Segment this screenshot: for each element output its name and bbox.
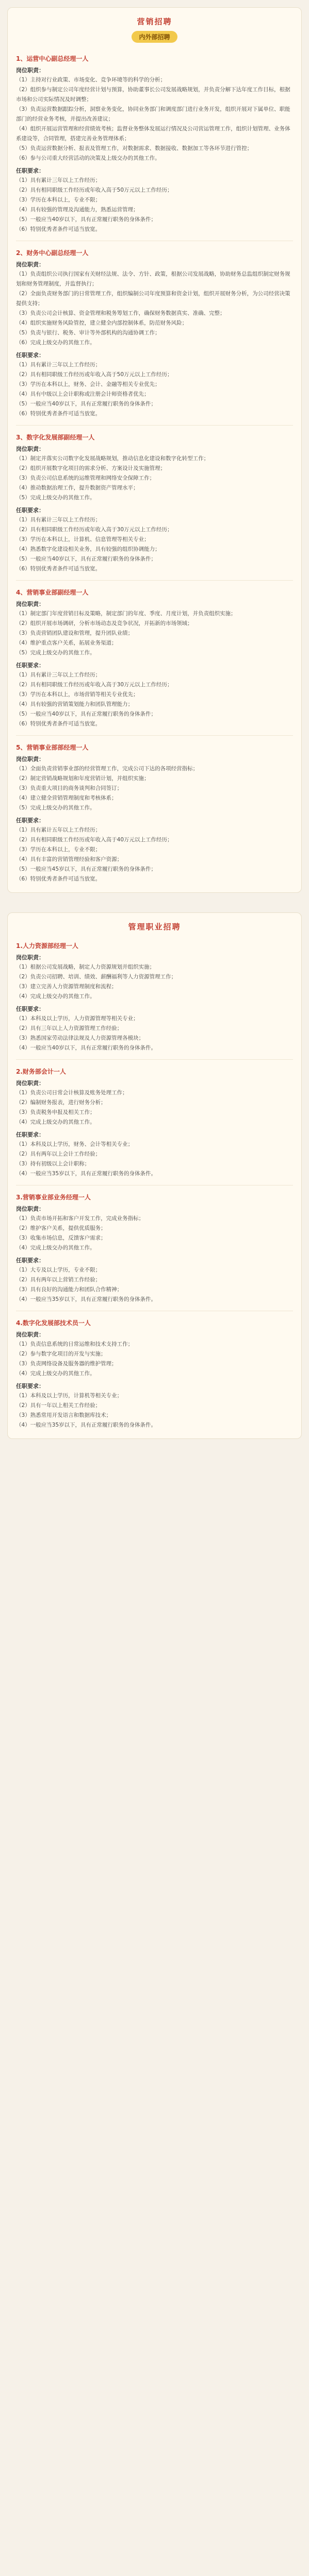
recruitment-page bbox=[0, 7, 309, 1460]
requirement-line: （3）负责公司会计核算、资金管理和税务筹划工作，确保财务数据真实、准确、完整； bbox=[16, 310, 225, 316]
section-marketing-recruitment bbox=[7, 7, 302, 893]
requirement-line: （2）具有两年以上会计工作经验； bbox=[16, 1151, 101, 1157]
requirement-line: （1）大专及以上学历，专业不限； bbox=[16, 1267, 101, 1273]
job-title: 4、营销事业部副经理一人 bbox=[16, 589, 89, 596]
requirement-line: （1）具有累计三年以上工作经历； bbox=[16, 362, 101, 368]
block-heading: 任职要求： bbox=[16, 352, 44, 359]
block-heading: 岗位职责： bbox=[16, 261, 44, 268]
requirement-line: （5）一般应当40岁以下，具有正常履行职务的身体条件； bbox=[16, 556, 157, 562]
block-heading: 任职要求： bbox=[16, 507, 44, 514]
block-heading: 岗位职责： bbox=[16, 446, 44, 452]
job-list bbox=[8, 47, 301, 885]
requirement-line: （2）组织参与制定公司年度经营计划与预算，协助董事长公司发展战略规划，并负责分解下达年度工作目标，根据市场和公司实际情况及时调整； bbox=[16, 87, 290, 103]
requirement-line: （2）具有相同职级工作经历或年收入高于50万元以上工作经历； bbox=[16, 187, 173, 193]
requirement-line: （4）一般应当40岁以下，具有正常履行职务的身体条件。 bbox=[16, 1045, 157, 1051]
requirement-line: （6）特别优秀者条件可适当放宽。 bbox=[16, 721, 101, 727]
requirement-line: （4）维护重点客户关系，拓展业务渠道； bbox=[16, 640, 117, 646]
requirement-line: （1）负责组织公司执行国家有关财经法规、法令、方针、政策，根据公司发展战略，协助财务总监组织制定财务规划和财务管理制度，并监督执行； bbox=[16, 271, 290, 287]
requirement-line: （4）具有中级以上会计职称或注册会计师资格者优先； bbox=[16, 391, 150, 397]
requirement-line: （3）学历在本科以上，专业不限； bbox=[16, 846, 101, 853]
requirement-line: （3）学历在本科以上，财务、会计、金融等相关专业优先； bbox=[16, 381, 160, 387]
requirement-line: （5）一般应当45岁以下，具有正常履行职务的身体条件； bbox=[16, 866, 157, 872]
requirement-line: （5）一般应当40岁以下，具有正常履行职务的身体条件； bbox=[16, 401, 157, 407]
job-title: 2.财务部会计一人 bbox=[16, 1068, 66, 1075]
requirement-line: （2）全面负责财务部门的日常管理工作，组织编制公司年度预算和资金计划，组织开展财务分析，为公司经营决策提供支持； bbox=[16, 291, 290, 307]
requirement-line: （1）本科及以上学历，计算机等相关专业； bbox=[16, 1393, 123, 1399]
section-management-recruitment bbox=[7, 912, 302, 1439]
section-title: 管理职业招聘 bbox=[128, 922, 181, 931]
block-heading: 岗位职责： bbox=[16, 954, 44, 961]
requirement-line: （5）负责与银行、税务、审计等外部机构的沟通协调工作； bbox=[16, 330, 160, 336]
job-title: 1.人力资源部经理一人 bbox=[16, 942, 78, 950]
requirement-line: （5）完成上级交办的其他工作。 bbox=[16, 495, 95, 501]
block-heading: 岗位职责： bbox=[16, 1331, 44, 1338]
block-heading: 岗位职责： bbox=[16, 67, 44, 74]
job-posting bbox=[8, 241, 301, 420]
requirement-line: （1）根据公司发展战略，制定人力资源规划并组织实施； bbox=[16, 964, 155, 970]
section-tag: 内外部招聘 bbox=[132, 31, 177, 43]
requirement-line: （4）建立健全营销管理制度和考核体系； bbox=[16, 795, 117, 801]
requirement-line: （3）负责运营数据跟踪分析，洞察业务变化，协同业务部门和调度部门进行业务开发，组织开展对下属单位、职能部门的经营业务考核，并提出改善建议； bbox=[16, 106, 290, 122]
requirement-line: （5）一般应当40岁以下，具有正常履行职务的身体条件； bbox=[16, 216, 157, 223]
requirement-line: （5）一般应当40岁以下，具有正常履行职务的身体条件； bbox=[16, 711, 157, 717]
job-posting bbox=[8, 581, 301, 730]
job-title: 2、财务中心副总经理一人 bbox=[16, 249, 89, 257]
requirement-line: （3）学历在本科以上，专业不限； bbox=[16, 197, 101, 203]
requirement-line: （3）学历在本科以上，计算机、信息管理等相关专业； bbox=[16, 536, 150, 543]
job-posting bbox=[8, 1185, 301, 1306]
requirement-line: （2）组织开展市场调研，分析市场动态及竞争状况，开拓新的市场领域； bbox=[16, 620, 193, 626]
requirement-line: （4）组织开展运营管理和经营绩效考核；监督业务整体发展运行情况及公司营运管理工作，组织计划管理、业务体系建设等，合同管理，搭建完善业务管理体系； bbox=[16, 126, 290, 142]
requirement-line: （2）具有相同职级工作经历或年收入高于40万元以上工作经历； bbox=[16, 837, 173, 843]
job-title: 3、数字化发展部副经理一人 bbox=[16, 434, 95, 441]
requirement-line: （1）具有累计五年以上工作经历； bbox=[16, 827, 101, 833]
block-heading: 岗位职责： bbox=[16, 1206, 44, 1212]
requirement-line: （1）本科及以上学历，人力资源管理等相关专业； bbox=[16, 1015, 139, 1022]
job-posting bbox=[8, 426, 301, 575]
requirement-line: （6）特别优秀者条件可适当放宽。 bbox=[16, 411, 101, 417]
requirement-line: （3）具有良好的沟通能力和团队合作精神； bbox=[16, 1286, 123, 1293]
requirement-line: （2）编制财务报表，进行财务分析； bbox=[16, 1099, 106, 1106]
requirement-line: （2）具有相同职级工作经历或年收入高于30万元以上工作经历； bbox=[16, 527, 173, 533]
job-posting bbox=[8, 934, 301, 1054]
job-list bbox=[8, 934, 301, 1431]
requirement-line: （2）具有相同职级工作经历或年收入高于30万元以上工作经历； bbox=[16, 682, 173, 688]
job-title: 5、营销事业部部经理一人 bbox=[16, 744, 89, 751]
requirement-line: （5）完成上级交办的其他工作。 bbox=[16, 805, 95, 811]
requirement-line: （4）具有较强的管理及沟通能力，熟悉运营管理； bbox=[16, 207, 139, 213]
requirement-line: （6）完成上级交办的其他工作。 bbox=[16, 340, 95, 346]
job-posting bbox=[8, 1060, 301, 1180]
block-heading: 任职要求： bbox=[16, 1006, 44, 1012]
requirement-line: （2）具有两年以上营销工作经验； bbox=[16, 1277, 101, 1283]
requirement-line: （4）一般应当35岁以下，具有正常履行职务的身体条件。 bbox=[16, 1171, 157, 1177]
requirement-line: （3）负责重大项目的商务谈判和合同签订； bbox=[16, 785, 123, 791]
block-heading: 任职要求： bbox=[16, 817, 44, 824]
requirement-line: （2）组织开展数字化项目的需求分析、方案设计及实施管理； bbox=[16, 465, 166, 471]
requirement-line: （5）负责运营数据分析、报表及管理工作，对数据需求、数据接收、数据加工等各环节进行管控； bbox=[16, 145, 253, 151]
requirement-line: （1）负责市场开拓和客户开发工作，完成业务指标； bbox=[16, 1215, 144, 1222]
requirement-line: （4）一般应当35岁以下，具有正常履行职务的身体条件。 bbox=[16, 1296, 157, 1302]
block-heading: 任职要求： bbox=[16, 1257, 44, 1264]
section-gap bbox=[0, 893, 309, 905]
requirement-line: （1）具有累计三年以上工作经历； bbox=[16, 672, 101, 678]
requirement-line: （3）负责公司信息系统的运维管理和网络安全保障工作； bbox=[16, 475, 155, 481]
requirement-line: （1）具有累计三年以上工作经历； bbox=[16, 177, 101, 183]
job-posting bbox=[8, 1311, 301, 1431]
requirement-line: （4）组织实施财务风险管控，建立健全内部控制体系，防范财务风险； bbox=[16, 320, 188, 326]
requirement-line: （6）参与公司重大经营活动的决策及上级交办的其他工作。 bbox=[16, 155, 160, 161]
job-posting bbox=[8, 736, 301, 885]
requirement-line: （4）完成上级交办的其他工作。 bbox=[16, 1370, 95, 1377]
requirement-line: （1）制定部门年度营销目标及策略，制定部门的年度、季度、月度计划，并负责组织实施； bbox=[16, 611, 236, 617]
requirement-line: （3）负责网络设备及服务器的维护管理； bbox=[16, 1361, 117, 1367]
requirement-line: （4）完成上级交办的其他工作。 bbox=[16, 1245, 95, 1251]
requirement-line: （2）具有一年以上相关工作经验； bbox=[16, 1402, 101, 1409]
block-heading: 任职要求： bbox=[16, 1383, 44, 1389]
requirement-line: （4）具有较强的营销策划能力和团队管理能力； bbox=[16, 701, 134, 707]
job-title: 4.数字化发展部技术员一人 bbox=[16, 1319, 91, 1327]
requirement-line: （2）具有相同职级工作经历或年收入高于50万元以上工作经历； bbox=[16, 371, 173, 378]
requirement-line: （1）本科及以上学历，财务、会计等相关专业； bbox=[16, 1141, 134, 1147]
requirement-line: （4）熟悉数字化建设相关业务，具有较强的组织协调能力； bbox=[16, 546, 160, 552]
section-tag-wrap bbox=[8, 29, 301, 47]
requirement-line: （6）特别优秀者条件可适当放宽。 bbox=[16, 226, 101, 232]
requirement-line: （4）一般应当35岁以下，具有正常履行职务的身体条件。 bbox=[16, 1422, 157, 1428]
requirement-line: （1）负责公司日常会计核算及账务处理工作； bbox=[16, 1090, 128, 1096]
block-heading: 岗位职责： bbox=[16, 756, 44, 762]
requirement-line: （1）主持对行业政策、市场变化、竞争环境等的科学的分析； bbox=[16, 77, 166, 83]
job-posting bbox=[8, 47, 301, 235]
requirement-line: （6）特别优秀者条件可适当放宽。 bbox=[16, 566, 101, 572]
requirement-line: （3）熟悉常用开发语言和数据库技术； bbox=[16, 1412, 112, 1418]
requirement-line: （1）全面负责营销事业部的经营管理工作，完成公司下达的各项经营指标； bbox=[16, 766, 199, 772]
requirement-line: （6）特别优秀者条件可适当放宽。 bbox=[16, 876, 101, 882]
block-heading: 岗位职责： bbox=[16, 601, 44, 607]
requirement-line: （2）制定营销战略规划和年度营销计划，并组织实施； bbox=[16, 775, 150, 782]
requirement-line: （3）建立完善人力资源管理制度和流程； bbox=[16, 984, 117, 990]
requirement-line: （3）学历在本科以上，市场营销等相关专业优先； bbox=[16, 691, 139, 698]
requirement-line: （3）负责税务申报及相关工作； bbox=[16, 1109, 95, 1115]
requirement-line: （5）完成上级交办的其他工作。 bbox=[16, 650, 95, 656]
section-title: 营销招聘 bbox=[137, 17, 172, 26]
requirement-line: （1）负责信息系统的日常运维和技术支持工作； bbox=[16, 1341, 134, 1347]
block-heading: 岗位职责： bbox=[16, 1080, 44, 1087]
requirement-line: （1）制定并落实公司数字化发展战略规划，推动信息化建设和数字化转型工作； bbox=[16, 455, 209, 462]
requirement-line: （4）完成上级交办的其他工作。 bbox=[16, 1119, 95, 1125]
requirement-line: （2）维护客户关系，提供优质服务； bbox=[16, 1225, 106, 1231]
requirement-line: （2）负责公司招聘、培训、绩效、薪酬福利等人力资源管理工作； bbox=[16, 974, 177, 980]
requirement-line: （3）熟悉国家劳动法律法规及人力资源管理各模块； bbox=[16, 1035, 144, 1041]
requirement-line: （4）完成上级交办的其他工作。 bbox=[16, 993, 95, 999]
block-heading: 任职要求： bbox=[16, 1131, 44, 1138]
requirement-line: （2）具有三年以上人力资源管理工作经验； bbox=[16, 1025, 123, 1031]
block-heading: 任职要求： bbox=[16, 662, 44, 669]
requirement-line: （4）推动数据治理工作，提升数据资产管理水平； bbox=[16, 485, 139, 491]
requirement-line: （3）持有初级以上会计职称； bbox=[16, 1161, 90, 1167]
requirement-line: （4）具有丰富的营销管理经验和客户资源； bbox=[16, 856, 123, 862]
job-title: 3.营销事业部业务经理一人 bbox=[16, 1194, 91, 1201]
requirement-line: （3）收集市场信息，反馈客户需求； bbox=[16, 1235, 106, 1241]
requirement-line: （3）负责营销团队建设和管理，提升团队业绩； bbox=[16, 630, 134, 636]
requirement-line: （1）具有累计三年以上工作经历； bbox=[16, 517, 101, 523]
job-title: 1、运营中心副总经理一人 bbox=[16, 55, 89, 62]
block-heading: 任职要求： bbox=[16, 167, 44, 174]
requirement-line: （2）参与数字化项目的开发与实施； bbox=[16, 1351, 106, 1357]
